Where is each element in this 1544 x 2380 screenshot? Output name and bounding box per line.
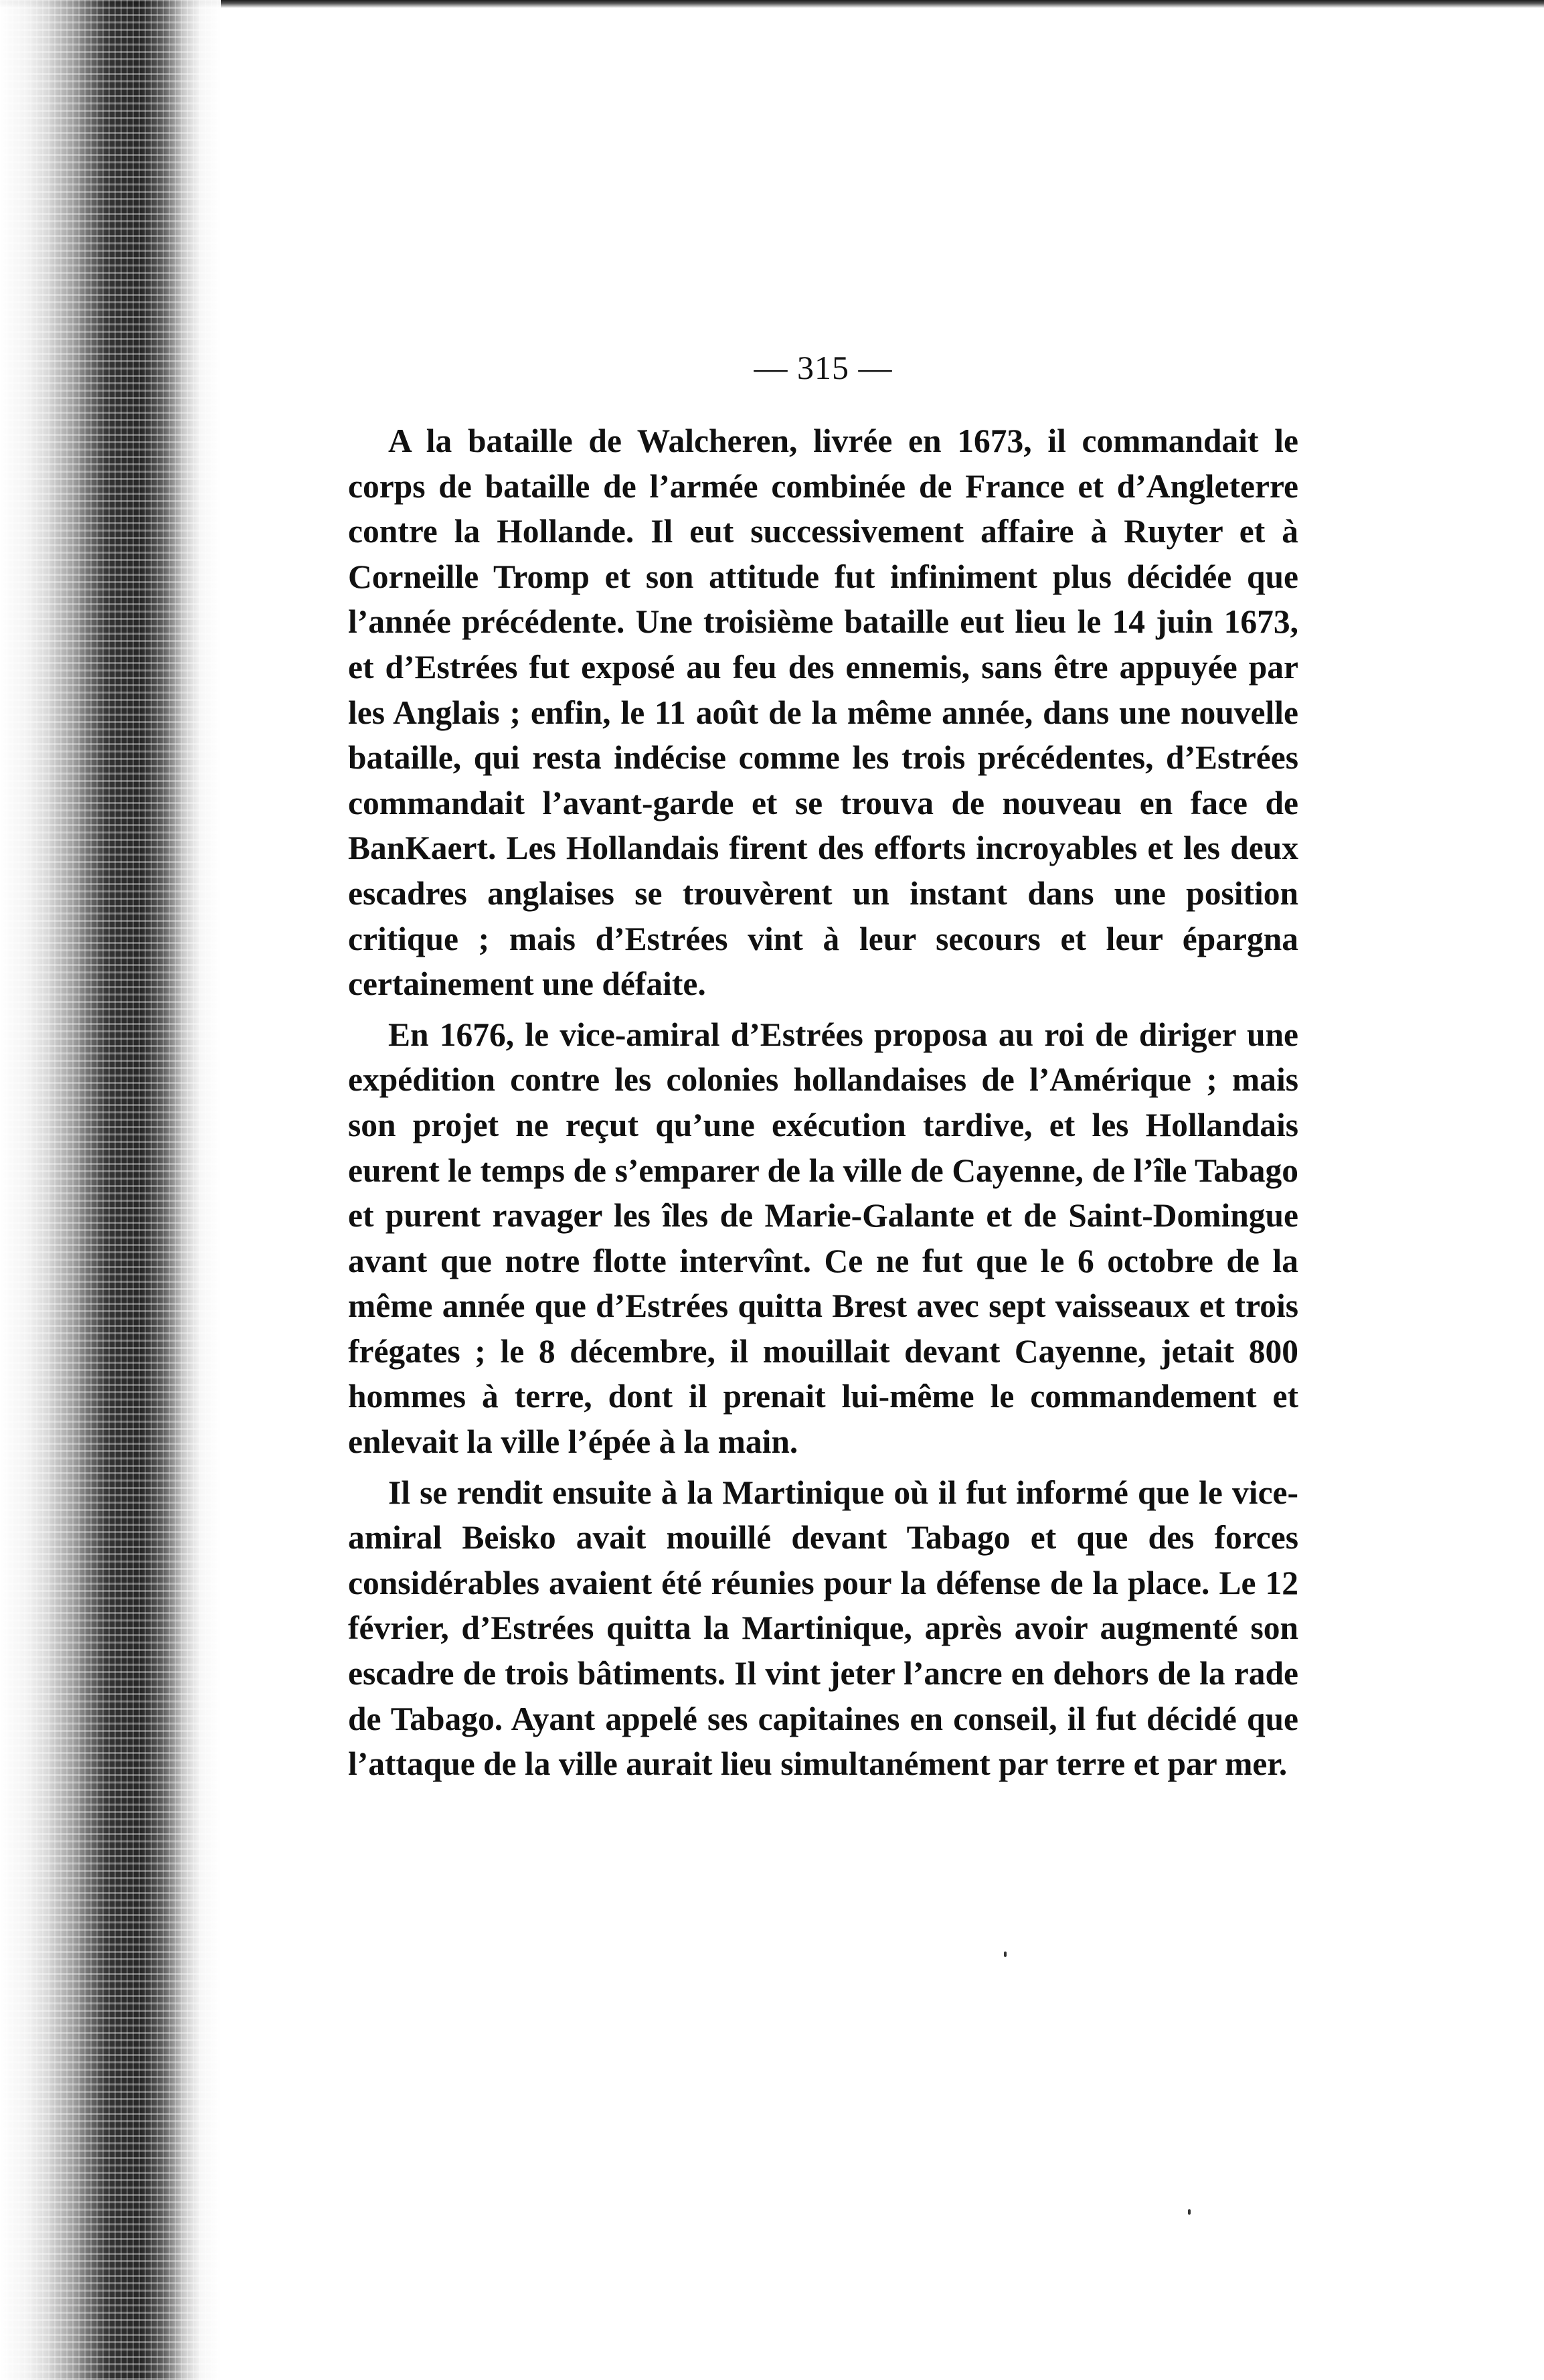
scan-speck (1004, 1952, 1007, 1957)
paragraph-2: En 1676, le vice-amiral d’Estrées proposa au roi de diriger une expédition contre les colonies hollandaises de l’Amérique ; mais son projet ne reçut qu’une exécution tardive, et les Hollandais eurent le temps de s’emparer de la ville de Cayenne, de l’île Tabago et purent ravager les îles de Marie-Galante et de Saint-Domingue avant que notre flotte intervînt. Ce ne fut que le 6 octobre de la même année que d’Estrées quitta Brest avec sept vaisseaux et trois frégates ; le 8 décembre, il mouillait devant Cayenne, jetait 800 hommes à terre, dont il prenait lui-même le commandement et enlevait la ville l’épée à la main. (348, 1016, 1298, 1461)
scan-top-edge (0, 0, 1544, 8)
paragraph-1: A la bataille de Walcheren, livrée en 1673, il commandait le corps de bataille de l’armée combinée de France et d’Angleterre contre la Hollande. Il eut successivement affaire à Ruyter et à Corneille Tromp et son attitude fut infiniment plus décidée que l’année précédente. Une troisième bataille eut lieu le 14 juin 1673, et d’Estrées fut exposé au feu des ennemis, sans être appuyée par les Anglais ; enfin, le 11 août de la même année, dans une nouvelle bataille, qui resta indécise comme les trois précédentes, d’Estrées commandait l’avant-garde et se trouva de nouveau en face de BanKaert. Les Hollandais firent des efforts incroyables et les deux escadres anglaises se trouvèrent un instant dans une position critique ; mais d’Estrées vint à leur secours et leur épargna certainement une défaite. (348, 422, 1298, 1003)
scan-speck (1188, 2209, 1191, 2215)
paragraph-3: Il se rendit ensuite à la Martinique où il fut informé que le vice-amiral Beisko avait mouillé devant Tabago et que des forces considérables avaient été réunies pour la défense de la place. Le 12 février, d’Estrées quitta la Martinique, après avoir augmenté son escadre de trois bâtiments. Il vint jeter l’ancre en dehors de la rade de Tabago. Ayant appelé ses capitaines en conseil, il fut décidé que l’attaque de la ville aurait lieu simultanément par terre et par mer. (348, 1474, 1298, 1783)
scan-binding-speckle (0, 0, 221, 2380)
page-number: — 315 — (754, 349, 893, 386)
body-text (348, 418, 1298, 1792)
